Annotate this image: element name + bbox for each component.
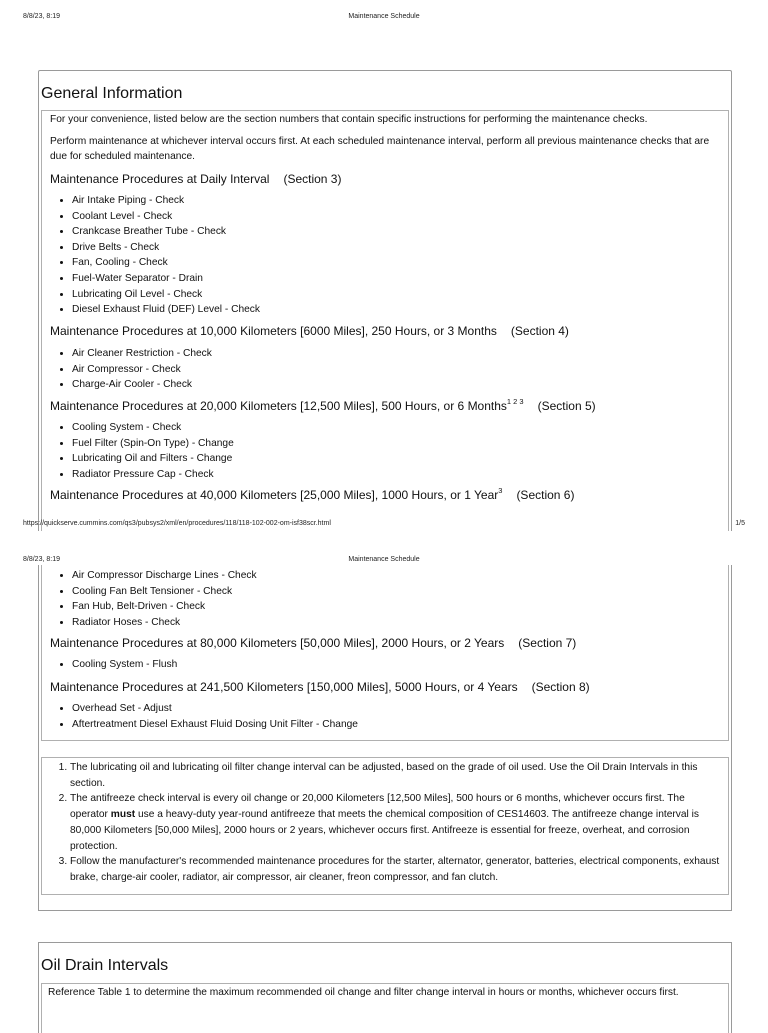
section-title-40000km: Maintenance Procedures at 40,000 Kilometers [25,000 Miles], 1000 Hours, or 1 Year$^3$ (Section 6): [50, 486, 575, 502]
section-title-80000km: Maintenance Procedures at 80,000 Kilometers [50,000 Miles], 2000 Hours, or 2 Years (Section 7): [50, 636, 577, 650]
list-item: • Overhead Set - Adjust: [72, 701, 358, 717]
list-item: • Fuel-Water Separator - Drain: [72, 271, 260, 287]
general-information-continued-panel: [38, 565, 732, 911]
interval-paragraph: Perform maintenance at whichever interval occurs first. At each scheduled maintenance interval, perform all previous maintenance checks that are due for scheduled maintenance.: [50, 136, 710, 162]
daily-checklist: [58, 193, 260, 318]
list-item: • Drive Belts - Check: [72, 240, 260, 256]
list-item: • Air Intake Piping - Check: [72, 193, 260, 209]
list-item: • Air Cleaner Restriction - Check: [72, 346, 212, 362]
print-title: Maintenance Schedule: [348, 13, 420, 20]
footnote-item: 2. The antifreeze check interval is every oil change or 20,000 Kilometers [12,500 Miles], 500 hours or 6 months, whichever occurs first. The operator must use a heavy-duty year-round antifreeze that meets the chemical composition of CES14603. The antifreeze change interval is 80,000 Kilometers [50,000 Miles], 2000 hours or 2 years, whichever occurs first. Antifreeze is essential for freeze, overheat, and corrosion protection.: [70, 791, 722, 854]
oil-drain-intervals-heading: Oil Drain Intervals: [41, 957, 169, 974]
oil-drain-intervals-panel: [38, 942, 732, 1033]
list-item: • Air Compressor - Check: [72, 362, 212, 378]
10000km-checklist: [58, 346, 212, 393]
list-item: • Diesel Exhaust Fluid (DEF) Level - Check: [72, 302, 260, 318]
list-item: • Radiator Hoses - Check: [72, 615, 257, 631]
general-information-continued-body: [41, 565, 729, 741]
footnote-item: 1. The lubricating oil and lubricating oil filter change interval can be adjusted, based on the grade of oil used. Use the Oil Drain Intervals in this section.: [70, 760, 722, 791]
general-information-panel: [38, 70, 732, 531]
print-datetime: 8/8/23, 8:19: [23, 13, 60, 20]
list-item: • Fuel Filter (Spin-On Type) - Change: [72, 436, 234, 452]
40000km-checklist: [58, 568, 257, 630]
list-item: • Lubricating Oil and Filters - Change: [72, 451, 234, 467]
list-item: • Coolant Level - Check: [72, 209, 260, 225]
list-item: • Cooling Fan Belt Tensioner - Check: [72, 584, 257, 600]
list-item: • Aftertreatment Diesel Exhaust Fluid Dosing Unit Filter - Change: [72, 717, 358, 733]
general-information-body: [41, 110, 729, 531]
general-information-heading: General Information: [41, 85, 183, 102]
section-title-daily: Maintenance Procedures at Daily Interval (Section 3): [50, 172, 342, 186]
list-item: • Lubricating Oil Level - Check: [72, 287, 260, 303]
list-item: • Charge-Air Cooler - Check: [72, 377, 212, 393]
footnotes-box: [41, 757, 729, 895]
footnotes-list: [42, 758, 728, 886]
section-title-241500km: Maintenance Procedures at 241,500 Kilometers [150,000 Miles], 5000 Hours, or 4 Years (Section 8): [50, 680, 590, 694]
list-item: • Crankcase Breather Tube - Check: [72, 224, 260, 240]
list-item: • Cooling System - Check: [72, 420, 234, 436]
oil-drain-intervals-body: [41, 983, 729, 1033]
oil-drain-intro: Reference Table 1 to determine the maximum recommended oil change and filter change interval in hours or months, whichever occurs first.: [48, 987, 679, 998]
list-item: • Fan, Cooling - Check: [72, 255, 260, 271]
list-item: • Air Compressor Discharge Lines - Check: [72, 568, 257, 584]
list-item: • Radiator Pressure Cap - Check: [72, 467, 234, 483]
intro-paragraph: For your convenience, listed below are the section numbers that contain specific instructions for performing the maintenance checks.: [50, 114, 648, 125]
print-datetime: 8/8/23, 8:19: [23, 556, 60, 563]
footnote-item: 3. Follow the manufacturer's recommended maintenance procedures for the starter, alternator, generator, batteries, electrical components, exhaust brake, charge-air cooler, radiator, air compressor, air cleaner, freon compressor, and fan clutch.: [70, 854, 722, 885]
20000km-checklist: [58, 420, 234, 482]
emphasis-must: must: [110, 809, 136, 821]
section-title-20000km: Maintenance Procedures at 20,000 Kilometers [12,500 Miles], 500 Hours, or 6 Months$^{1 2 3}$ (Section 5): [50, 397, 596, 413]
print-title: Maintenance Schedule: [348, 556, 420, 563]
source-url-link[interactable]: https://quickserve.cummins.com/qs3/pubsys2/xml/en/procedures/118/118-102-002-om-isf38scr.html: [23, 520, 331, 527]
list-item: • Cooling System - Flush: [72, 657, 177, 673]
section-title-10000km: Maintenance Procedures at 10,000 Kilometers [6000 Miles], 250 Hours, or 3 Months (Section 4): [50, 324, 569, 338]
80000km-checklist: [58, 657, 177, 673]
list-item: • Fan Hub, Belt-Driven - Check: [72, 599, 257, 615]
page-number: 1/5: [735, 520, 745, 527]
241500km-checklist: [58, 701, 358, 732]
